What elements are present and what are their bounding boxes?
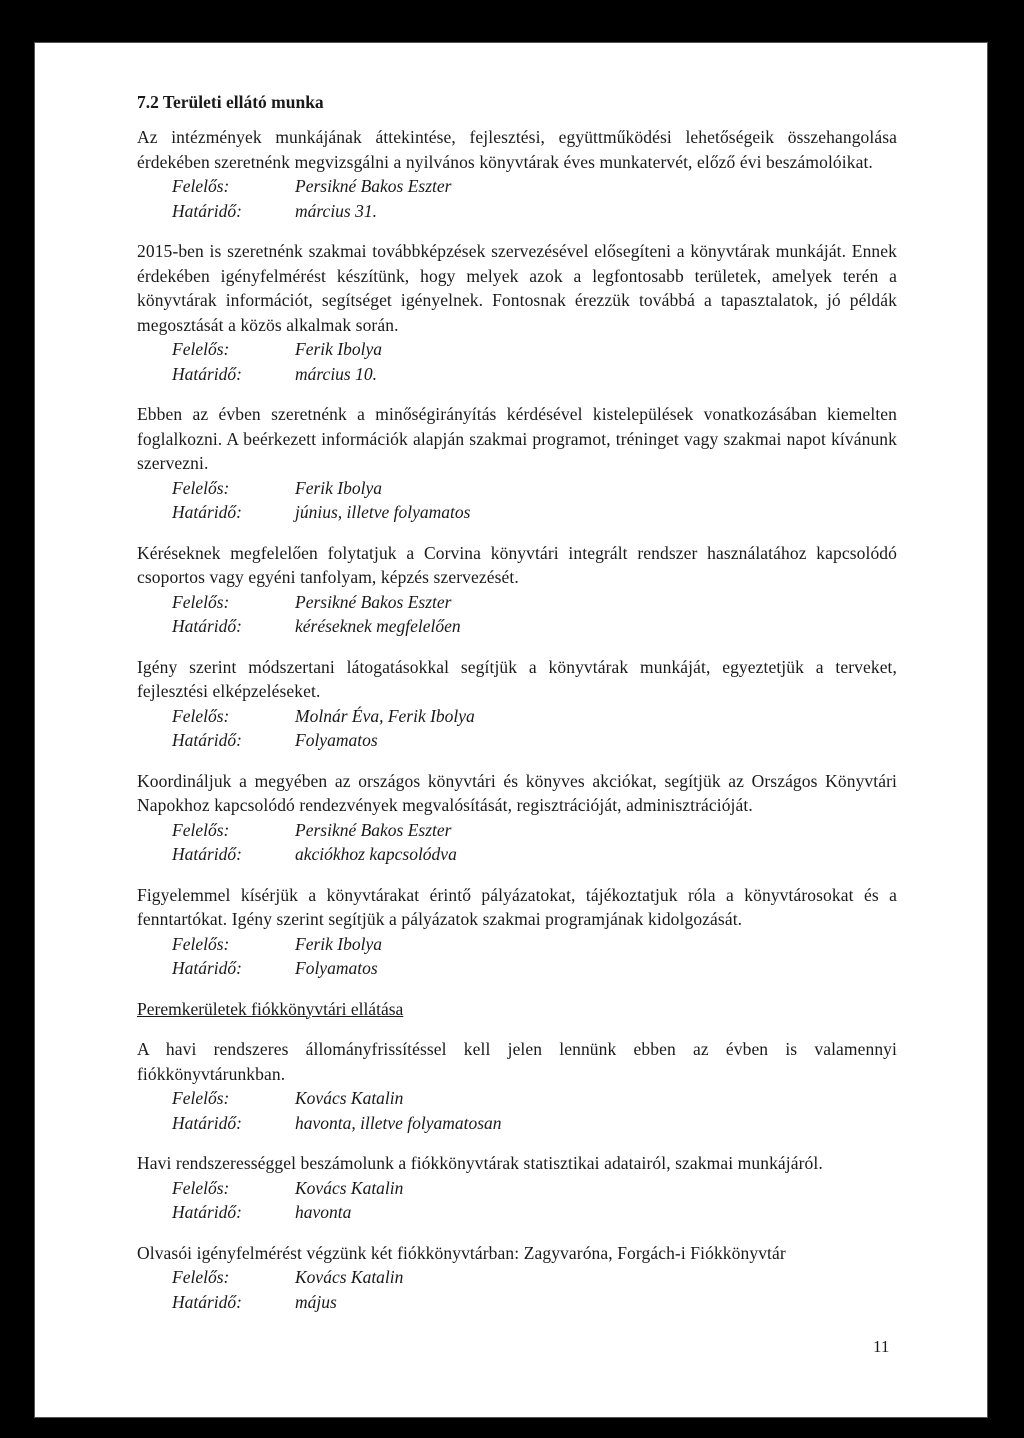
- deadline-label: Határidő:: [172, 616, 242, 636]
- task-block: [137, 883, 897, 981]
- responsible-row: [137, 476, 897, 501]
- responsible-row: [137, 1176, 897, 1201]
- responsible-value: Molnár Éva, Ferik Ibolya: [295, 705, 475, 726]
- deadline-value: május: [295, 1291, 337, 1312]
- deadline-value: havonta, illetve folyamatosan: [295, 1112, 502, 1133]
- task-paragraph: 2015-ben is szeretnénk szakmai továbbképzések szervezésével elősegíteni a könyvtárak munkáját. Ennek érdekében igényfelmérést készítünk, hogy melyek azok a legfontosabb területek, amelyek terén a könyvtárak információt, segítséget igényelnek. Fontosnak érezzük továbbá a tapasztalatok, jó példák megosztását a közös alkalmak során.: [137, 241, 897, 335]
- responsible-label: Felelős:: [172, 705, 230, 726]
- responsible-value: Persikné Bakos Eszter: [295, 819, 452, 840]
- responsible-label: Felelős:: [172, 591, 230, 612]
- responsible-row: [137, 818, 897, 843]
- responsible-row: [137, 337, 897, 362]
- page-content: [137, 91, 897, 1330]
- responsible-row: [137, 932, 897, 957]
- task-block: [137, 655, 897, 753]
- responsible-row: [137, 1086, 897, 1111]
- task-block: [137, 541, 897, 639]
- subsection-title: Peremkerületek fiókkönyvtári ellátása: [137, 998, 404, 1019]
- deadline-label: Határidő:: [172, 958, 242, 978]
- deadline-row: [137, 614, 897, 639]
- task-paragraph: Az intézmények munkájának áttekintése, fejlesztési, együttműködési lehetőségeik összehangolása érdekében szeretnénk megvizsgálni a nyilvános könyvtárak éves munkatervét, előző évi beszámolóikat.: [137, 127, 897, 172]
- deadline-row: [137, 956, 897, 981]
- responsible-value: Persikné Bakos Eszter: [295, 591, 452, 612]
- deadline-value: március 31.: [295, 200, 377, 221]
- responsible-value: Ferik Ibolya: [295, 933, 382, 954]
- responsible-value: Kovács Katalin: [295, 1177, 404, 1198]
- deadline-value: március 10.: [295, 363, 377, 384]
- deadline-value: Folyamatos: [295, 958, 378, 978]
- responsible-value: Kovács Katalin: [295, 1088, 404, 1108]
- task-paragraph: A havi rendszeres állományfrissítéssel kell jelen lennünk ebben az évben is valamennyi fiókkönyvtárunkban.: [137, 1039, 897, 1084]
- responsible-row: [137, 1265, 897, 1290]
- deadline-label: Határidő:: [172, 200, 242, 221]
- responsible-label: Felelős:: [172, 819, 230, 840]
- deadline-row: [137, 500, 897, 525]
- task-block: [137, 1037, 897, 1135]
- deadline-value: Folyamatos: [295, 730, 378, 750]
- deadline-row: [137, 1200, 897, 1225]
- deadline-row: [137, 842, 897, 867]
- task-block: [137, 239, 897, 386]
- task-paragraph: Havi rendszerességgel beszámolunk a fiókkönyvtárak statisztikai adatairól, szakmai munkájáról.: [137, 1153, 823, 1173]
- deadline-row: [137, 728, 897, 753]
- deadline-label: Határidő:: [172, 502, 242, 522]
- deadline-row: [137, 1290, 897, 1315]
- responsible-label: Felelős:: [172, 1088, 230, 1108]
- section-title: 7.2 Területi ellátó munka: [137, 92, 324, 112]
- responsible-row: [137, 590, 897, 615]
- task-block: [137, 402, 897, 525]
- responsible-label: Felelős:: [172, 1177, 230, 1198]
- deadline-label: Határidő:: [172, 1202, 242, 1222]
- deadline-value: akciókhoz kapcsolódva: [295, 844, 457, 864]
- document-page: [34, 42, 988, 1418]
- responsible-label: Felelős:: [172, 339, 230, 359]
- task-block: [137, 1151, 897, 1225]
- task-paragraph: Ebben az évben szeretnénk a minőségirányítás kérdésével kistelepülések vonatkozásában kiemelten foglalkozni. A beérkezett információk alapján szakmai programot, tréninget vagy szakmai napot kívánunk szervezni.: [137, 404, 897, 473]
- deadline-label: Határidő:: [172, 1291, 242, 1312]
- deadline-label: Határidő:: [172, 1112, 242, 1133]
- responsible-row: [137, 704, 897, 729]
- deadline-row: [137, 1111, 897, 1136]
- responsible-value: Ferik Ibolya: [295, 339, 382, 359]
- task-block: [137, 769, 897, 867]
- responsible-label: Felelős:: [172, 477, 230, 498]
- task-paragraph: Koordináljuk a megyében az országos könyvtári és könyves akciókat, segítjük az Országos Könyvtári Napokhoz kapcsolódó rendezvények megvalósítását, regisztrációját, adminisztrációját.: [137, 770, 897, 815]
- responsible-label: Felelős:: [172, 1267, 230, 1287]
- task-paragraph: Figyelemmel kísérjük a könyvtárakat érintő pályázatokat, tájékoztatjuk róla a könyvtárosokat és a fenntartókat. Igény szerint segítjük a pályázatok szakmai programjának kidolgozását.: [137, 884, 897, 929]
- responsible-label: Felelős:: [172, 933, 230, 954]
- task-block: [137, 125, 897, 223]
- page-number: 11: [873, 1337, 890, 1356]
- deadline-row: [137, 362, 897, 387]
- responsible-label: Felelős:: [172, 176, 230, 196]
- deadline-label: Határidő:: [172, 844, 242, 864]
- responsible-value: Persikné Bakos Eszter: [295, 176, 452, 196]
- deadline-label: Határidő:: [172, 363, 242, 384]
- deadline-value: június, illetve folyamatos: [295, 502, 471, 522]
- deadline-row: [137, 199, 897, 224]
- task-block: [137, 1241, 897, 1315]
- task-paragraph: Kéréseknek megfelelően folytatjuk a Corvina könyvtári integrált rendszer használatához kapcsolódó csoportos vagy egyéni tanfolyam, képzés szervezését.: [137, 542, 897, 587]
- deadline-value: havonta: [295, 1202, 352, 1222]
- responsible-value: Kovács Katalin: [295, 1267, 404, 1287]
- deadline-value: kéréseknek megfelelően: [295, 616, 461, 636]
- responsible-row: [137, 174, 897, 199]
- task-paragraph: Olvasói igényfelmérést végzünk két fiókkönyvtárban: Zagyvaróna, Forgách-i Fiókkönyvtár: [137, 1242, 786, 1263]
- deadline-label: Határidő:: [172, 730, 242, 750]
- task-paragraph: Igény szerint módszertani látogatásokkal segítjük a könyvtárak munkáját, egyeztetjük a terveket, fejlesztési elképzeléseket.: [137, 656, 897, 701]
- responsible-value: Ferik Ibolya: [295, 477, 382, 498]
